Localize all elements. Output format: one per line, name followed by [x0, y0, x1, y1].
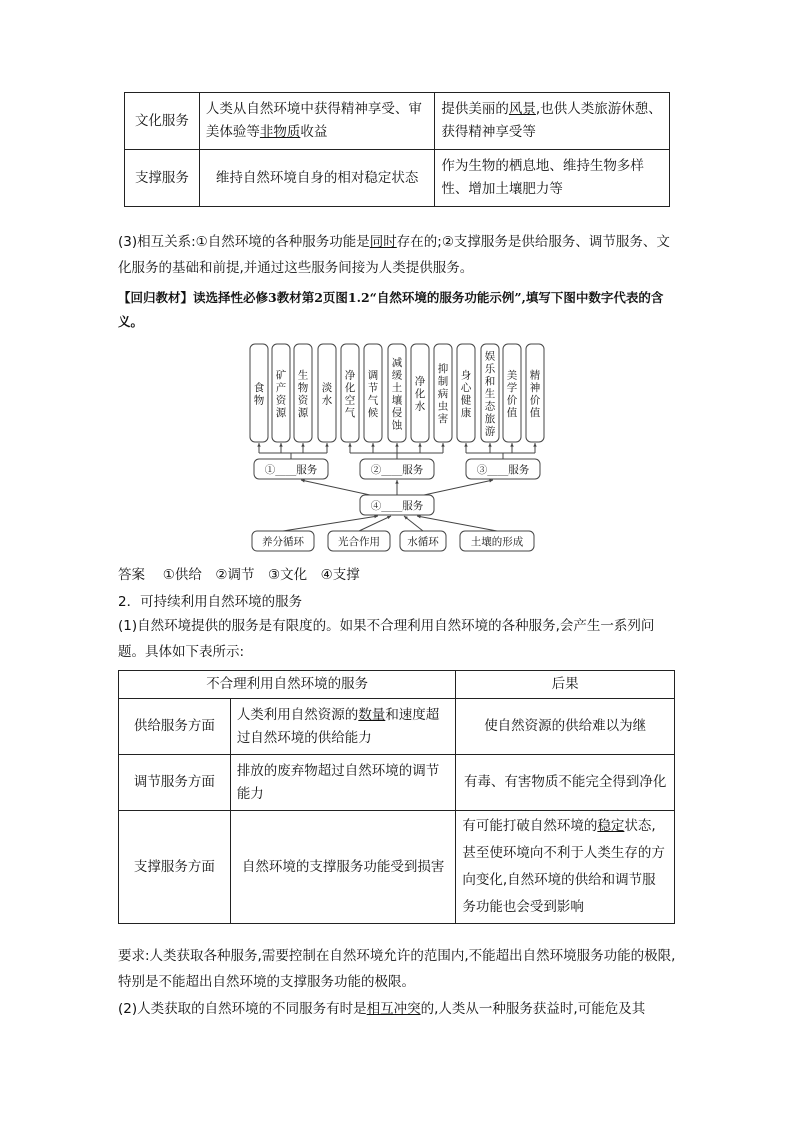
- top-box-label: 值: [506, 406, 518, 419]
- service-example: 作为生物的栖息地、维持生物多样性、增加土壤肥力等: [435, 150, 670, 207]
- services-table-top: [124, 92, 670, 207]
- top-box-label: 身: [460, 369, 472, 382]
- top-box-label: 化: [344, 381, 356, 394]
- mid-box-label: ③____服务: [476, 464, 530, 476]
- aspect-cell: 供给服务方面: [119, 699, 231, 755]
- top-box-label: 源: [275, 406, 287, 419]
- requirement-paragraph: 要求:人类获取各种服务,需要控制在自然环境允许的范围内,不能超出自然环境服务功能的极限,特别是不能超出自然环境的支撑服务功能的极限。: [118, 948, 676, 990]
- top-box-label: 值: [529, 406, 541, 419]
- section-intro: (1)自然环境提供的服务是有限度的。如果不合理利用自然环境的各种服务,会产生一系列问题。具体如下表所示:: [118, 618, 655, 660]
- top-box-label: 净: [414, 375, 426, 388]
- top-box-label: 和: [484, 375, 496, 388]
- top-box-label: 神: [529, 381, 541, 394]
- top-box-label: 净: [344, 369, 356, 382]
- top-box-label: 调: [367, 369, 379, 382]
- top-box-label: 价: [529, 394, 541, 407]
- top-box-label: 食: [253, 381, 265, 394]
- mid-box-label: ①____服务: [264, 464, 318, 476]
- top-box-label: 乐: [484, 363, 496, 375]
- top-box-label: 减: [391, 356, 403, 369]
- service-name: 文化服务: [125, 93, 200, 150]
- top-box-label: 旅: [484, 413, 496, 425]
- conflict-paragraph: (2)人类获取的自然环境的不同服务有时是相互冲突的,人类从一种服务获益时,可能危及其: [118, 1001, 646, 1017]
- top-box-label: 价: [506, 394, 518, 407]
- answer-label: 答案: [118, 567, 145, 583]
- unsustainable-use-table: [118, 670, 675, 924]
- top-box-label: 康: [460, 406, 472, 419]
- top-box-label: 物: [253, 394, 265, 407]
- top-box-label: 心: [460, 381, 472, 394]
- bottom-box-label: 光合作用: [338, 536, 380, 548]
- top-box-label: 精: [529, 369, 541, 382]
- top-box-label: 节: [367, 381, 379, 394]
- relation-paragraph: (3)相互关系:①自然环境的各种服务功能是同时存在的;②支撑服务是供给服务、调节服务、文化服务的基础和前提,并通过这些服务间接为人类提供服务。: [118, 234, 670, 276]
- top-box-label: 制: [437, 375, 449, 388]
- aspect-cell: 支撑服务方面: [119, 811, 231, 924]
- services-diagram: [248, 342, 548, 554]
- table-row: [119, 755, 675, 811]
- answer-line: [118, 563, 360, 583]
- cause-cell: 自然环境的支撑服务功能受到损害: [230, 811, 456, 924]
- top-box-label: 害: [437, 413, 449, 425]
- top-box-label: 物: [297, 381, 309, 394]
- table-row: [125, 150, 670, 207]
- top-box-label: 土: [391, 381, 403, 394]
- top-box-label: 水: [321, 394, 333, 407]
- top-box-label: 侵: [391, 406, 403, 419]
- cause-cell: 排放的废弃物超过自然环境的调节能力: [230, 755, 456, 811]
- bottom-box-label: 土壤的形成: [470, 536, 524, 548]
- table-row: [125, 93, 670, 150]
- top-box-label: 病: [437, 388, 449, 400]
- table-row: [119, 699, 675, 755]
- mid-box-label: ②____服务: [370, 464, 424, 476]
- bottom-box-label: 养分循环: [262, 536, 304, 548]
- top-box-label: 娱: [484, 350, 496, 363]
- service-name: 支撑服务: [125, 150, 200, 207]
- service-example: 提供美丽的风景,也供人类旅游休憩、获得精神享受等: [435, 93, 670, 150]
- service-description: 人类从自然环境中获得精神享受、审美体验等非物质收益: [199, 93, 435, 150]
- top-box-label: 美: [506, 369, 518, 382]
- result-cell: 使自然资源的供给难以为继: [456, 699, 675, 755]
- section-title: 2．可持续利用自然环境的服务: [118, 594, 303, 610]
- top-box-label: 候: [367, 406, 379, 419]
- result-cell: 有毒、有害物质不能完全得到净化: [456, 755, 675, 811]
- answer-items: ①供给 ②调节 ③文化 ④支撑: [162, 567, 360, 583]
- top-box-label: 淡: [321, 381, 333, 394]
- cause-cell: 人类利用自然资源的数量和速度超过自然环境的供给能力: [230, 699, 456, 755]
- top-box-label: 资: [297, 394, 309, 407]
- column-header: 后果: [456, 671, 675, 699]
- column-header: 不合理利用自然环境的服务: [119, 671, 456, 699]
- top-box-label: 壤: [391, 394, 403, 407]
- top-box-label: 源: [297, 406, 309, 419]
- center-box-label: ④____服务: [370, 500, 424, 512]
- top-box-label: 气: [344, 406, 356, 419]
- top-box-label: 游: [484, 425, 496, 438]
- table-row: [119, 811, 675, 924]
- top-box-label: 蚀: [391, 419, 403, 432]
- aspect-cell: 调节服务方面: [119, 755, 231, 811]
- review-tag: 【回归教材】: [118, 290, 194, 305]
- top-box-label: 学: [506, 381, 518, 394]
- top-box-label: 虫: [437, 400, 449, 413]
- top-box-label: 抑: [437, 363, 449, 375]
- top-box-label: 产: [275, 381, 287, 394]
- top-box-label: 矿: [275, 369, 287, 382]
- top-box-label: 资: [275, 394, 287, 407]
- service-description: 维持自然环境自身的相对稳定状态: [199, 150, 435, 207]
- top-box-label: 生: [484, 388, 496, 400]
- top-box-label: 水: [414, 400, 426, 413]
- bottom-box-label: 水循环: [407, 536, 439, 548]
- top-box-label: 化: [414, 388, 426, 400]
- top-box-label: 生: [297, 369, 309, 382]
- top-box-label: 气: [367, 394, 379, 407]
- top-box-label: 空: [344, 394, 356, 407]
- review-paragraph: 【回归教材】读选择性必修3教材第2页图1.2“自然环境的服务功能示例”,填写下图中数字代表的含义。: [118, 290, 664, 329]
- table-header-row: [119, 671, 675, 699]
- top-box-label: 健: [460, 394, 472, 407]
- top-box-label: 缓: [391, 369, 403, 382]
- result-cell: 有可能打破自然环境的稳定状态,甚至使环境向不利于人类生存的方向变化,自然环境的供给和调节服务功能也会受到影响: [456, 811, 675, 924]
- top-box-label: 态: [484, 400, 496, 413]
